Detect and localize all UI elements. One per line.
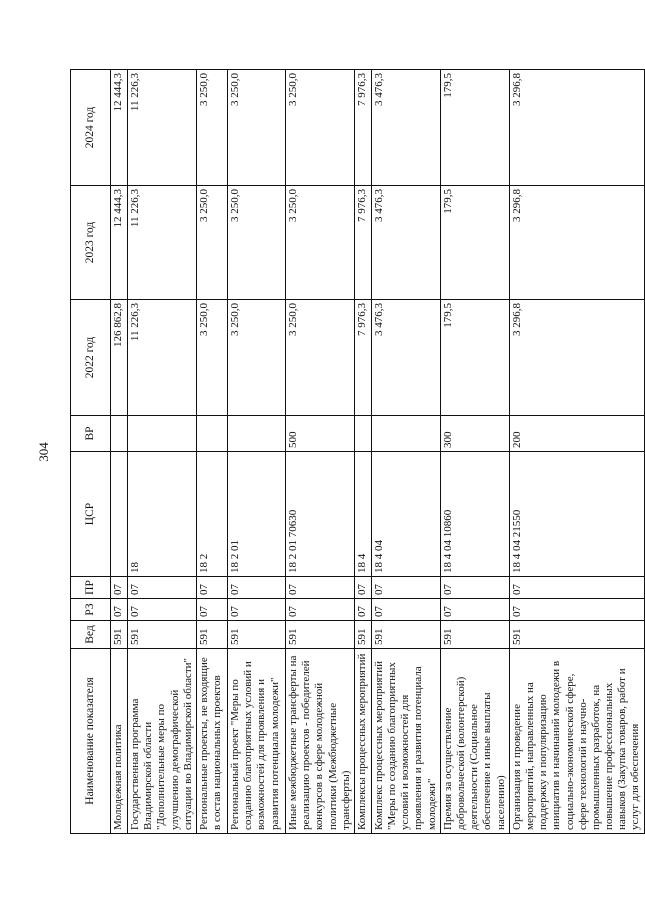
rz-cell: 07 xyxy=(371,599,440,621)
pr-cell: 07 xyxy=(196,577,227,599)
ved-cell: 591 xyxy=(128,621,197,649)
amount-2023-cell: 179,5 xyxy=(440,186,509,300)
csr-cell: 18 2 01 xyxy=(227,452,285,577)
vr-cell xyxy=(227,416,285,452)
vr-cell: 300 xyxy=(440,416,509,452)
amount-2022-cell: 3 476,3 xyxy=(371,300,440,416)
amount-2023-cell: 3 296,8 xyxy=(509,186,644,300)
header-cell: Наименование показателя xyxy=(71,649,111,834)
csr-cell: 18 4 04 xyxy=(371,452,440,577)
pr-cell: 07 xyxy=(111,577,128,599)
header-cell: РЗ xyxy=(71,599,111,621)
table-row xyxy=(128,70,197,834)
header-cell: 2022 год xyxy=(71,300,111,416)
rotated-table-container xyxy=(70,70,642,834)
csr-cell xyxy=(111,452,128,577)
table-row xyxy=(371,70,440,834)
header-cell: 2023 год xyxy=(71,186,111,300)
vr-cell xyxy=(128,416,197,452)
csr-cell: 18 xyxy=(128,452,197,577)
amount-2024-cell: 11 226,3 xyxy=(128,70,197,186)
indicator-name-cell: Комплексы процессных мероприятий xyxy=(354,649,371,834)
amount-2022-cell: 3 296,8 xyxy=(509,300,644,416)
header-cell: 2024 год xyxy=(71,70,111,186)
amount-2024-cell: 12 444,3 xyxy=(111,70,128,186)
amount-2022-cell: 3 250,0 xyxy=(227,300,285,416)
amount-2022-cell: 126 862,8 xyxy=(111,300,128,416)
amount-2024-cell: 3 250,0 xyxy=(196,70,227,186)
ved-cell: 591 xyxy=(227,621,285,649)
csr-cell: 18 2 01 70630 xyxy=(285,452,354,577)
header-cell: ЦСР xyxy=(71,452,111,577)
pr-cell: 07 xyxy=(354,577,371,599)
table-row xyxy=(196,70,227,834)
pr-cell: 07 xyxy=(285,577,354,599)
amount-2023-cell: 3 250,0 xyxy=(285,186,354,300)
csr-cell: 18 4 04 10860 xyxy=(440,452,509,577)
csr-cell: 18 2 xyxy=(196,452,227,577)
table-row xyxy=(285,70,354,834)
amount-2022-cell: 179,5 xyxy=(440,300,509,416)
ved-cell: 591 xyxy=(371,621,440,649)
indicator-name-cell: Комплекс процессных мероприятий "Меры по созданию благоприятных условий и возможностей для проявления и развития потенциала молодежи" xyxy=(371,649,440,834)
amount-2023-cell: 3 250,0 xyxy=(227,186,285,300)
amount-2022-cell: 7 976,3 xyxy=(354,300,371,416)
csr-cell: 18 4 xyxy=(354,452,371,577)
amount-2023-cell: 12 444,3 xyxy=(111,186,128,300)
amount-2022-cell: 3 250,0 xyxy=(285,300,354,416)
table-row xyxy=(509,70,644,834)
rz-cell: 07 xyxy=(111,599,128,621)
header-cell: Вед xyxy=(71,621,111,649)
ved-cell: 591 xyxy=(285,621,354,649)
amount-2023-cell: 3 476,3 xyxy=(371,186,440,300)
amount-2024-cell: 179,5 xyxy=(440,70,509,186)
ved-cell: 591 xyxy=(111,621,128,649)
rz-cell: 07 xyxy=(227,599,285,621)
header-cell: ПР xyxy=(71,577,111,599)
pr-cell: 07 xyxy=(371,577,440,599)
amount-2023-cell: 7 976,3 xyxy=(354,186,371,300)
amount-2022-cell: 3 250,0 xyxy=(196,300,227,416)
pr-cell: 07 xyxy=(128,577,197,599)
amount-2024-cell: 3 250,0 xyxy=(285,70,354,186)
page-number: 304 xyxy=(36,442,51,462)
rz-cell: 07 xyxy=(440,599,509,621)
rz-cell: 07 xyxy=(128,599,197,621)
vr-cell: 500 xyxy=(285,416,354,452)
pr-cell: 07 xyxy=(227,577,285,599)
amount-2023-cell: 11 226,3 xyxy=(128,186,197,300)
vr-cell xyxy=(196,416,227,452)
amount-2024-cell: 3 476,3 xyxy=(371,70,440,186)
budget-table xyxy=(70,69,645,834)
indicator-name-cell: Организация и проведение мероприятий, направленных на поддержку и популяризацию инициатив и начинаний молодежи в социально-экономической сфере, сфере технологий и научно-промышленных разработок, на повышение профессиональных навыков (Закупка товаров, работ и услуг для обеспечения xyxy=(509,649,644,834)
rz-cell: 07 xyxy=(509,599,644,621)
table-row xyxy=(440,70,509,834)
indicator-name-cell: Иные межбюджетные трансферты на реализацию проектов - победителей конкурсов в сфере молодежной политики (Межбюджетные трансферты) xyxy=(285,649,354,834)
table-header-row xyxy=(71,70,111,834)
pr-cell: 07 xyxy=(440,577,509,599)
ved-cell: 591 xyxy=(509,621,644,649)
header-cell: ВР xyxy=(71,416,111,452)
vr-cell: 200 xyxy=(509,416,644,452)
rz-cell: 07 xyxy=(196,599,227,621)
rz-cell: 07 xyxy=(354,599,371,621)
vr-cell xyxy=(354,416,371,452)
amount-2024-cell: 3 250,0 xyxy=(227,70,285,186)
amount-2022-cell: 11 226,3 xyxy=(128,300,197,416)
csr-cell: 18 4 04 21550 xyxy=(509,452,644,577)
vr-cell xyxy=(111,416,128,452)
rz-cell: 07 xyxy=(285,599,354,621)
indicator-name-cell: Региональные проекты, не входящие в состав национальных проектов xyxy=(196,649,227,834)
indicator-name-cell: Региональный проект "Меры по созданию благоприятных условий и возможностей для проявления и развития потенциала молодежи" xyxy=(227,649,285,834)
vr-cell xyxy=(371,416,440,452)
table-row xyxy=(111,70,128,834)
ved-cell: 591 xyxy=(440,621,509,649)
indicator-name-cell: Премия за осуществление добровольческой (волонтерской) деятельности (Социальное обеспечение и иные выплаты населению) xyxy=(440,649,509,834)
indicator-name-cell: Молодежная политика xyxy=(111,649,128,834)
amount-2023-cell: 3 250,0 xyxy=(196,186,227,300)
table-row xyxy=(354,70,371,834)
ved-cell: 591 xyxy=(354,621,371,649)
table-row xyxy=(227,70,285,834)
amount-2024-cell: 3 296,8 xyxy=(509,70,644,186)
indicator-name-cell: Государственная программа Владимирской области "Дополнительные меры по улучшению демографической ситуации во Владимирской области" xyxy=(128,649,197,834)
pr-cell: 07 xyxy=(509,577,644,599)
ved-cell: 591 xyxy=(196,621,227,649)
amount-2024-cell: 7 976,3 xyxy=(354,70,371,186)
